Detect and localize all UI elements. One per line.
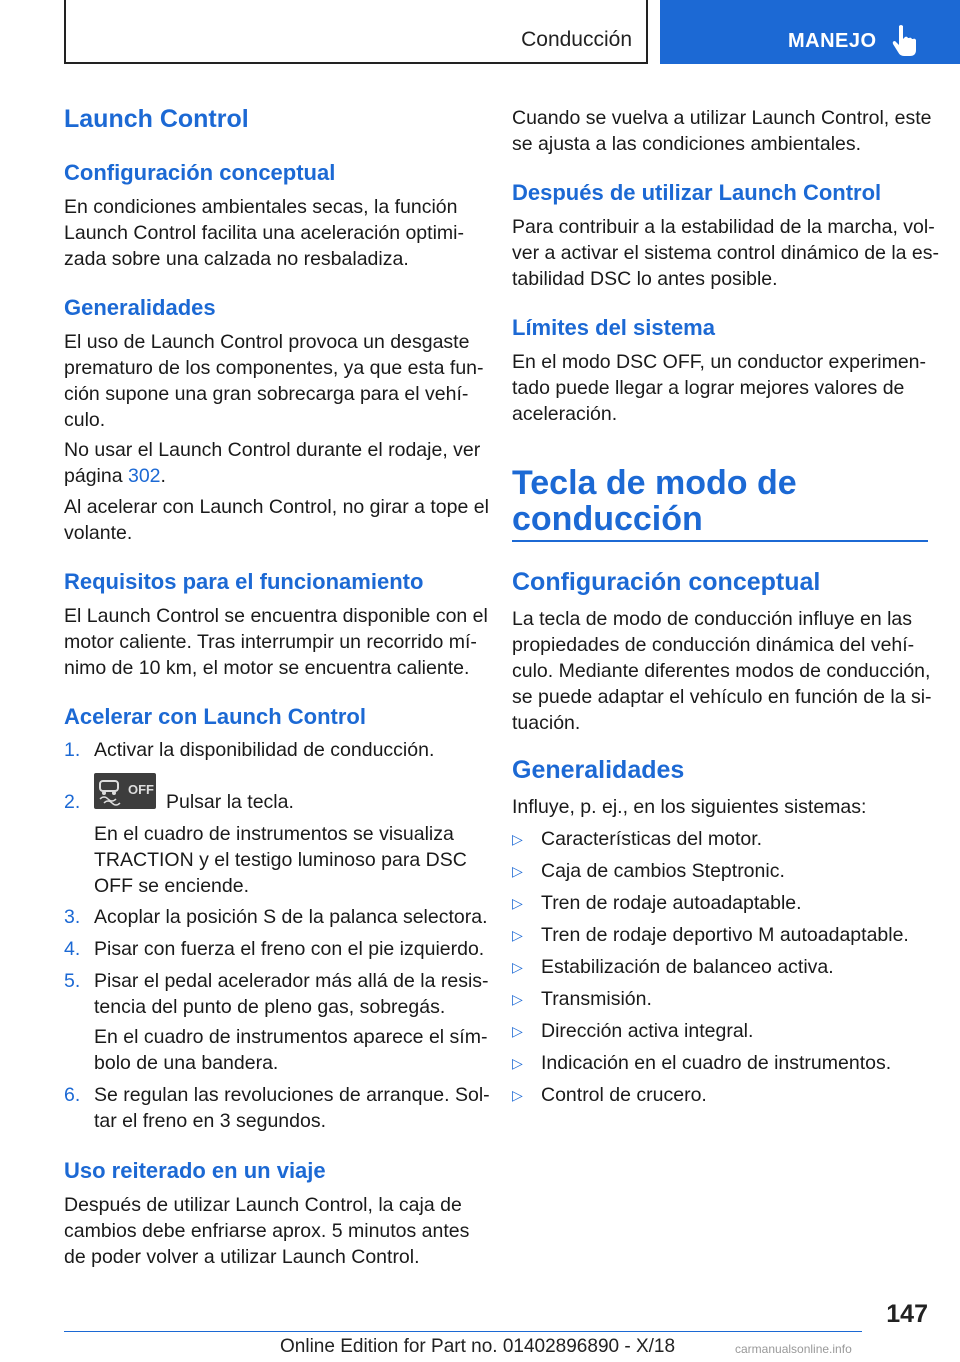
bullet-icon: ▷	[512, 831, 523, 847]
concept-line-1: En condiciones ambientales secas, la función	[64, 196, 458, 218]
dsc-off-icon-label: OFF	[128, 782, 154, 797]
repeat-line-1: Después de utilizar Launch Control, la caja de	[64, 1194, 462, 1216]
repeat-heading: Uso reiterado en un viaje	[64, 1158, 326, 1183]
launch-control-title: Launch Control	[64, 105, 249, 133]
concept-line-2: Launch Control facilita una aceleración optimi‐	[64, 222, 464, 244]
step-3-text: Acoplar la posición S de la palanca selectora.	[94, 906, 488, 928]
repeat-line-3: de poder volver a utilizar Launch Control.	[64, 1246, 420, 1268]
step-number: 3.	[64, 906, 81, 928]
after-line-1: Para contribuir a la estabilidad de la marcha, vol‐	[512, 216, 935, 238]
bullet-icon: ▷	[512, 927, 523, 943]
general-line-3: ción supone una gran sobrecarga para el vehí‐	[64, 383, 469, 405]
bullet-item: Estabilización de balanceo activa.	[541, 956, 834, 978]
requirements-heading: Requisitos para el funcionamiento	[64, 569, 424, 594]
bullet-item: Tren de rodaje autoadaptable.	[541, 892, 802, 914]
mode-concept-line-5: tuación.	[512, 712, 581, 734]
footer-rule	[64, 1331, 862, 1332]
bullet-icon: ▷	[512, 1055, 523, 1071]
after-heading: Después de utilizar Launch Control	[512, 180, 882, 205]
dsc-off-icon	[94, 773, 156, 809]
bullet-item: Transmisión.	[541, 988, 652, 1010]
bullet-icon: ▷	[512, 1087, 523, 1103]
mode-concept-heading: Configuración conceptual	[512, 568, 821, 596]
mode-concept-line-4: se puede adaptar el vehículo en función de la si‐	[512, 686, 932, 708]
requirements-line-2: motor caliente. Tras interrumpir un recorrido mí‐	[64, 631, 477, 653]
repeat-line-2: cambios debe enfriarse aprox. 5 minutos antes	[64, 1220, 470, 1242]
footer-edition: Online Edition for Part no. 01402896890 - X/18	[280, 1336, 676, 1357]
mode-general-heading: Generalidades	[512, 756, 685, 784]
watermark: carmanualsonline.info	[735, 1342, 852, 1356]
header-chapter-label: MANEJO	[788, 30, 877, 52]
step-number: 5.	[64, 970, 81, 992]
step-2-detail-2: TRACTION y el testigo luminoso para DSC	[94, 849, 467, 871]
step-number: 2.	[64, 791, 81, 813]
step-number: 6.	[64, 1084, 81, 1106]
bullet-item: Indicación en el cuadro de instrumentos.	[541, 1052, 892, 1074]
steer-line-2: volante.	[64, 522, 133, 544]
mode-concept-line-2: propiedades de conducción dinámica del vehí‐	[512, 634, 915, 656]
limits-line-3: aceleración.	[512, 403, 618, 425]
mode-title-line-2: conducción	[512, 500, 703, 538]
continued-line-1: Cuando se vuelva a utilizar Launch Control, este	[512, 107, 932, 129]
general-heading: Generalidades	[64, 295, 216, 320]
no-use-line-1: No usar el Launch Control durante el rodaje, ver	[64, 439, 481, 461]
steer-line-1: Al acelerar con Launch Control, no girar a tope el	[64, 496, 489, 518]
mode-concept-line-3: culo. Mediante diferentes modos de conducción,	[512, 660, 931, 682]
step-6-line-1: Se regulan las revoluciones de arranque. Sol‐	[94, 1084, 490, 1106]
bullet-icon: ▷	[512, 895, 523, 911]
general-line-1: El uso de Launch Control provoca un desgaste	[64, 331, 470, 353]
mode-concept-line-1: La tecla de modo de conducción influye en las	[512, 608, 913, 630]
step-2-text: Pulsar la tecla.	[166, 791, 294, 813]
page-link[interactable]: 302	[127, 465, 161, 487]
bullet-icon: ▷	[512, 991, 523, 1007]
bullet-icon: ▷	[512, 959, 523, 975]
mode-general-text: Influye, p. ej., en los siguientes sistemas:	[512, 796, 867, 818]
requirements-line-3: nimo de 10 km, el motor se encuentra caliente.	[64, 657, 470, 679]
step-5-detail-2: bolo de una bandera.	[94, 1052, 279, 1074]
after-line-2: ver a activar el sistema control dinámico de la es‐	[512, 242, 940, 264]
bullet-icon: ▷	[512, 863, 523, 879]
no-use-line-2: página 302.	[64, 465, 166, 487]
hand-pointer-icon	[890, 24, 920, 58]
bullet-item: Tren de rodaje deportivo M autoadaptable.	[541, 924, 909, 946]
concept-heading: Configuración conceptual	[64, 160, 336, 185]
mode-title-line-1: Tecla de modo de	[512, 464, 797, 502]
step-5-detail-1: En el cuadro de instrumentos aparece el sím‐	[94, 1026, 488, 1048]
page-number: 147	[886, 1300, 928, 1328]
step-number: 1.	[64, 739, 81, 761]
continued-line-2: se ajusta a las condiciones ambientales.	[512, 133, 862, 155]
after-line-3: tabilidad DSC lo antes posible.	[512, 268, 778, 290]
bullet-icon: ▷	[512, 1023, 523, 1039]
bullet-item: Características del motor.	[541, 828, 763, 850]
step-1-text: Activar la disponibilidad de conducción.	[94, 739, 435, 761]
header-section-label: Conducción	[521, 28, 632, 51]
general-line-2: prematuro de los componentes, ya que esta fun‐	[64, 357, 484, 379]
step-2-detail-1: En el cuadro de instrumentos se visualiza	[94, 823, 454, 845]
limits-line-1: En el modo DSC OFF, un conductor experimen‐	[512, 351, 927, 373]
limits-line-2: tado puede llegar a lograr mejores valores de	[512, 377, 905, 399]
concept-line-3: zada sobre una calzada no resbaladiza.	[64, 248, 409, 270]
step-6-line-2: tar el freno en 3 segundos.	[94, 1110, 326, 1132]
bullet-item: Control de crucero.	[541, 1084, 707, 1106]
section-rule	[512, 540, 928, 542]
step-5-line-1: Pisar el pedal acelerador más allá de la resis‐	[94, 970, 489, 992]
step-2-detail-3: OFF se enciende.	[94, 875, 249, 897]
requirements-line-1: El Launch Control se encuentra disponible con el	[64, 605, 488, 627]
step-4-text: Pisar con fuerza el freno con el pie izquierdo.	[94, 938, 485, 960]
header-section-box	[64, 0, 648, 64]
accelerate-heading: Acelerar con Launch Control	[64, 704, 366, 729]
bullet-item: Dirección activa integral.	[541, 1020, 754, 1042]
bullet-item: Caja de cambios Steptronic.	[541, 860, 785, 882]
general-line-4: culo.	[64, 409, 106, 431]
step-number: 4.	[64, 938, 81, 960]
limits-heading: Límites del sistema	[512, 315, 715, 340]
step-5-line-2: tencia del punto de pleno gas, sobregás.	[94, 996, 446, 1018]
